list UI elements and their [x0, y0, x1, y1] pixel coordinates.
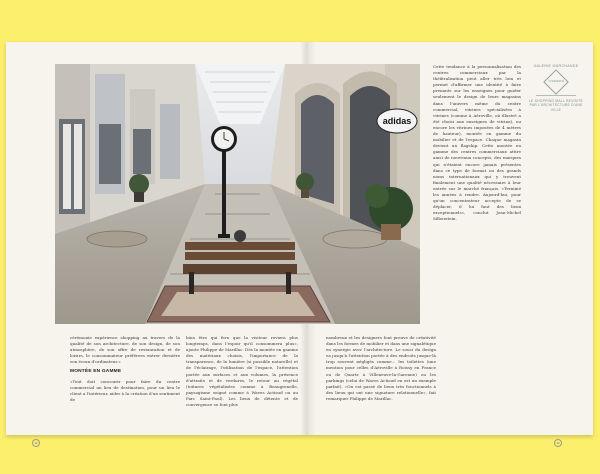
sidebar-rule [536, 95, 576, 96]
section-heading: MONTÉE EN GAMME [70, 369, 122, 375]
diamond-badge-icon [543, 69, 568, 94]
mall-photo [55, 64, 420, 324]
sidebar [526, 64, 586, 112]
paragraph: bien être qui fera que la visiteur reviera plus longtemps, dans l'espoir qu'il consommera plus», ajoute Philippe de Marillac. Dès la montée en gamme des matériaux choisis, l'importance de la transparence, de la lumière (si possible naturelle) et de l'éclairage, l'utilisation de l'espace, l'attention portée aux surfaces et aux volumes, la présence d'attraits et de verdures, le retour au végétal (toitures végétalisées comme à Beaugrenelle, paysagisme soigné comme à Waves Actisud ou au Parc Saint-Paul). Les lieux de détente et de convergence se font plus [186, 335, 298, 408]
floor-inlay-right [323, 230, 387, 248]
page-number-right: 13 [554, 439, 562, 447]
paragraph: nombreux et les designers font preuve de créativité dans les formes de mobilier et dans une signalétique en synergie avec l'architecture. Le souci du design va jusqu'à l'attention portée à des endroits jusque-là trop souvent négligés comme… les toilettes (une mention pour celles d'Aéroville à Roissy en France ou de Quartz à Villeneuve-la-Garenne) ou les parkings (celui de Waves Actisud en est un exemple parfait). «On est passé de lieux très fonctionnels à des lieux qui ont une signature relationnelle», fait remarquer Philippe de Marillac. [326, 335, 436, 401]
left-text-column-2 [186, 335, 298, 410]
right-text-column-bottom [326, 335, 436, 404]
svg-text:adidas: adidas [382, 116, 412, 126]
page-number-left: 12 [32, 439, 40, 447]
paragraph: Cette tendance à la personnalisation des centres commerciaux par la théâtralisation peut aller très loin et permet d'affirmer une identité à faire prenants sur les enseignes pour guider seulement le design de leurs magasins dans l'univers même du centre commercial, vitrines spécialisées à vitrines (comme à Aéroville, où illustré a été choisi aux enseignes de vitrine), ou encore les vitrines imposées de 4 mètres de hauteur), montée en gamme du mobilier et de l'espace. Chaque magasin devient un flagship. Cette montée en gamme des centres commerciaux attire ainsi de nouveaux concepts, des marques qui n'étaient encore jamais présentes dans ce type de format ou des grands noms internationaux qui y trouvent finalement une qualité nécessaire à leur entrée sur le marché français. «Terminé les années à rendre. Aujourd'hui, pour qu'un concentrateur accepte de se déplacer, il lui faut des lieux exceptionnels», conclut Jean-Michel Silberstein. [433, 64, 521, 222]
mall-illustration [55, 64, 420, 324]
right-top-text-column [433, 64, 521, 224]
adidas-sign [377, 109, 417, 133]
badge-label: COMMERCE [548, 80, 565, 84]
paragraph: «Tout doit concourir pour faire du centre commercial un lieu de destination, pour un lieu le client a l'intérieur, aider à la création d'un sentiment de [70, 378, 180, 402]
paragraph: cérémonie expérience shopping au travers de la qualité de son architecture, de son design, de son atmosphère, de son offre de restauration et de loisirs, le consommateur préférera entrer dernière son écran d'ordinateur.» [70, 335, 180, 365]
floor-inlay-left [87, 231, 147, 247]
left-text-column-1 [70, 335, 180, 405]
sidebar-subtitle: LE SHOPPING MALL REVISITÉ PAR L'ARCHITECTURE D'UNE VILLE [528, 98, 584, 112]
magazine-spread [6, 42, 593, 445]
sidebar-kicker: GALERIE MARCHANDE [533, 64, 579, 68]
